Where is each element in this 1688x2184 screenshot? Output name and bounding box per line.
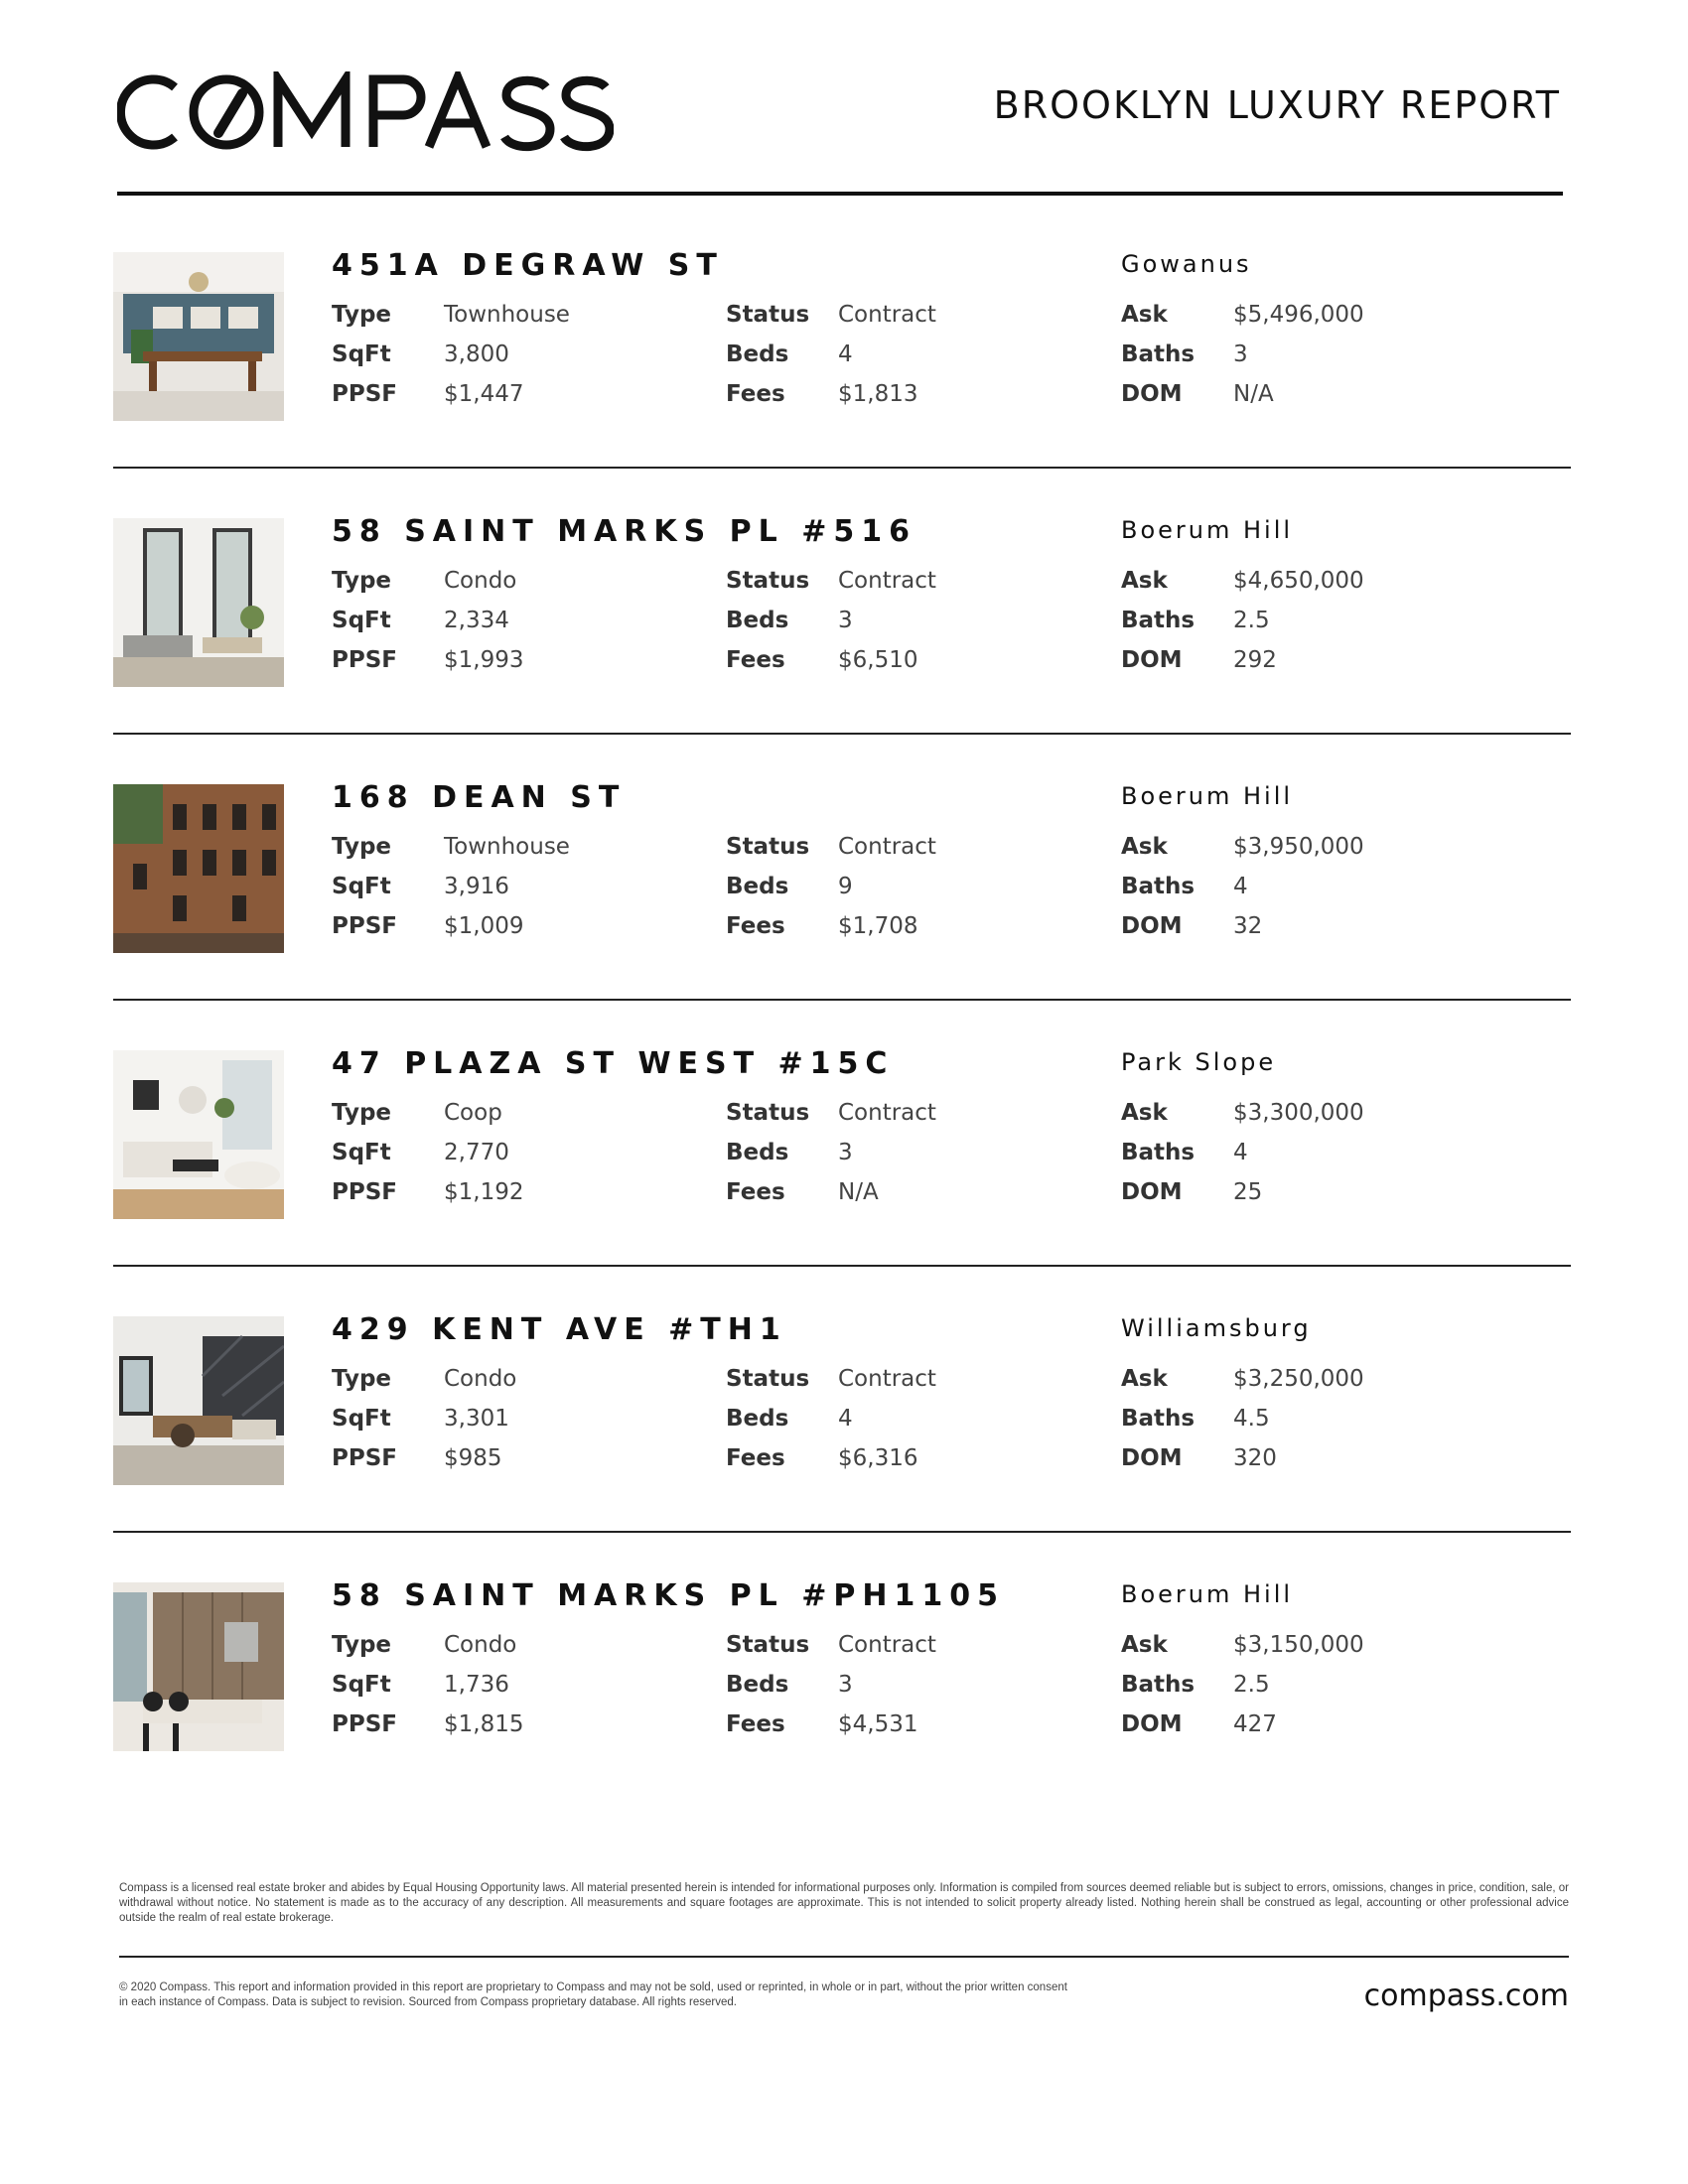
dom-label: DOM [1121,381,1183,407]
beds-label: Beds [726,1406,789,1432]
fees-value: $6,510 [838,647,918,673]
listing-divider [113,999,1571,1001]
ppsf-value: $1,192 [444,1179,524,1205]
listing-divider [113,733,1571,735]
sqft-label: SqFt [332,1140,391,1165]
baths-value: 4.5 [1233,1406,1270,1432]
dining-room-photo [113,252,284,421]
type-label: Type [332,1366,392,1392]
ppsf-label: PPSF [332,1711,397,1737]
report-header [117,71,1569,201]
ppsf-value: $985 [444,1445,502,1471]
sqft-label: SqFt [332,608,391,633]
listing-address: 47 PLAZA ST WEST #15C [332,1046,895,1081]
beds-label: Beds [726,608,789,633]
type-value: Condo [444,1366,517,1392]
ppsf-label: PPSF [332,381,397,407]
listing-neighborhood: Boerum Hill [1121,782,1294,810]
ppsf-label: PPSF [332,913,397,939]
ppsf-value: $1,815 [444,1711,524,1737]
status-value: Contract [838,1100,936,1126]
listing-neighborhood: Williamsburg [1121,1314,1312,1342]
type-label: Type [332,568,392,594]
sqft-value: 2,770 [444,1140,509,1165]
baths-value: 2.5 [1233,608,1270,633]
dom-value: 427 [1233,1711,1277,1737]
fees-label: Fees [726,1445,785,1471]
brownstone-exterior-photo [113,784,284,953]
type-value: Coop [444,1100,502,1126]
ppsf-label: PPSF [332,647,397,673]
listing-neighborhood: Gowanus [1121,250,1252,278]
beds-value: 3 [838,608,853,633]
listing-divider [113,1531,1571,1533]
listing-card [113,1312,1571,1578]
beds-label: Beds [726,874,789,899]
fees-label: Fees [726,1711,785,1737]
type-label: Type [332,834,392,860]
ask-label: Ask [1121,1100,1168,1126]
dom-value: 292 [1233,647,1277,673]
living-room-photo [113,518,284,687]
fees-label: Fees [726,913,785,939]
type-label: Type [332,302,392,328]
sqft-value: 2,334 [444,608,509,633]
dom-value: N/A [1233,381,1274,407]
bright-living-room-photo [113,1050,284,1219]
dom-value: 32 [1233,913,1263,939]
baths-label: Baths [1121,1406,1196,1432]
copyright-notice [119,1980,1261,2010]
listing-neighborhood: Boerum Hill [1121,1580,1294,1608]
baths-value: 4 [1233,1140,1248,1165]
listing-address: 429 KENT AVE #TH1 [332,1312,787,1347]
sqft-label: SqFt [332,1672,391,1698]
ppsf-label: PPSF [332,1179,397,1205]
ask-value: $3,150,000 [1233,1632,1364,1658]
report-title: BROOKLYN LUXURY REPORT [993,83,1561,127]
listing-neighborhood: Boerum Hill [1121,516,1294,544]
baths-label: Baths [1121,1672,1196,1698]
baths-label: Baths [1121,608,1196,633]
status-value: Contract [838,1632,936,1658]
sqft-label: SqFt [332,874,391,899]
fees-value: N/A [838,1179,879,1205]
ppsf-value: $1,009 [444,913,524,939]
baths-value: 2.5 [1233,1672,1270,1698]
listing-address: 451A DEGRAW ST [332,248,724,283]
compass-logo [117,71,614,167]
dom-label: DOM [1121,1445,1183,1471]
sqft-value: 1,736 [444,1672,509,1698]
ask-label: Ask [1121,1366,1168,1392]
dom-label: DOM [1121,913,1183,939]
ask-value: $4,650,000 [1233,568,1364,594]
listing-card [113,1578,1571,1844]
listing-address: 168 DEAN ST [332,780,627,815]
sqft-value: 3,800 [444,341,509,367]
fees-label: Fees [726,1179,785,1205]
ppsf-value: $1,993 [444,647,524,673]
ask-value: $3,300,000 [1233,1100,1364,1126]
website-link[interactable]: compass.com [1363,1979,1569,2013]
dom-label: DOM [1121,1179,1183,1205]
ask-label: Ask [1121,302,1168,328]
baths-label: Baths [1121,341,1196,367]
sqft-value: 3,916 [444,874,509,899]
dark-wall-living-room-photo [113,1316,284,1485]
listing-divider [113,1265,1571,1267]
status-label: Status [726,1632,810,1658]
status-label: Status [726,1100,810,1126]
ppsf-value: $1,447 [444,381,524,407]
listing-neighborhood: Park Slope [1121,1048,1277,1076]
baths-value: 4 [1233,874,1248,899]
type-label: Type [332,1100,392,1126]
status-value: Contract [838,568,936,594]
dom-label: DOM [1121,647,1183,673]
copyright-line-1: © 2020 Compass. This report and information provided in this report are proprietary to Compass and may not be sold, used or reprinted, in whole or in part, without the prior written consent [119,1981,1067,1993]
dom-value: 25 [1233,1179,1263,1205]
fees-value: $4,531 [838,1711,918,1737]
fees-label: Fees [726,647,785,673]
copyright-line-2: in each instance of Compass. Data is subject to revision. Sourced from Compass proprietary database. All rights reserved. [119,1996,737,2008]
status-label: Status [726,302,810,328]
ask-value: $3,250,000 [1233,1366,1364,1392]
beds-value: 3 [838,1140,853,1165]
fees-value: $1,813 [838,381,918,407]
fees-value: $6,316 [838,1445,918,1471]
beds-value: 4 [838,341,853,367]
ask-label: Ask [1121,1632,1168,1658]
type-value: Townhouse [444,302,570,328]
type-value: Condo [444,568,517,594]
status-label: Status [726,834,810,860]
ask-value: $3,950,000 [1233,834,1364,860]
ask-label: Ask [1121,834,1168,860]
beds-label: Beds [726,1672,789,1698]
beds-label: Beds [726,1140,789,1165]
sqft-label: SqFt [332,341,391,367]
listing-card [113,780,1571,1046]
sqft-label: SqFt [332,1406,391,1432]
dom-value: 320 [1233,1445,1277,1471]
footer-divider [119,1956,1569,1958]
dom-label: DOM [1121,1711,1183,1737]
beds-label: Beds [726,341,789,367]
legal-disclaimer: Compass is a licensed real estate broker and abides by Equal Housing Opportunity laws. All material presented herein is intended for informational purposes only. Information is compiled from sources deemed reliable but is subject to errors, omissions, changes in price, condition, sale, or withdrawal without notice. No statement is made as to the accuracy of any description. All measurements and square footages are approximate. This is not intended to solicit property already listed. Nothing herein shall be construed as legal, accounting or other professional advice outside the realm of real estate brokerage. [119,1882,1569,1924]
fees-value: $1,708 [838,913,918,939]
listing-address: 58 SAINT MARKS PL #516 [332,514,916,549]
baths-label: Baths [1121,874,1196,899]
ppsf-label: PPSF [332,1445,397,1471]
header-divider [117,192,1563,196]
type-label: Type [332,1632,392,1658]
status-value: Contract [838,834,936,860]
listing-address: 58 SAINT MARKS PL #PH1105 [332,1578,1005,1613]
status-label: Status [726,1366,810,1392]
fees-label: Fees [726,381,785,407]
status-label: Status [726,568,810,594]
ask-label: Ask [1121,568,1168,594]
kitchen-photo [113,1582,284,1751]
beds-value: 9 [838,874,853,899]
baths-label: Baths [1121,1140,1196,1165]
beds-value: 4 [838,1406,853,1432]
status-value: Contract [838,302,936,328]
listing-divider [113,467,1571,469]
type-value: Condo [444,1632,517,1658]
listing-card [113,1046,1571,1312]
listing-card [113,514,1571,780]
beds-value: 3 [838,1672,853,1698]
sqft-value: 3,301 [444,1406,509,1432]
listing-card [113,248,1571,514]
type-value: Townhouse [444,834,570,860]
ask-value: $5,496,000 [1233,302,1364,328]
status-value: Contract [838,1366,936,1392]
baths-value: 3 [1233,341,1248,367]
listings-list [113,248,1571,1844]
